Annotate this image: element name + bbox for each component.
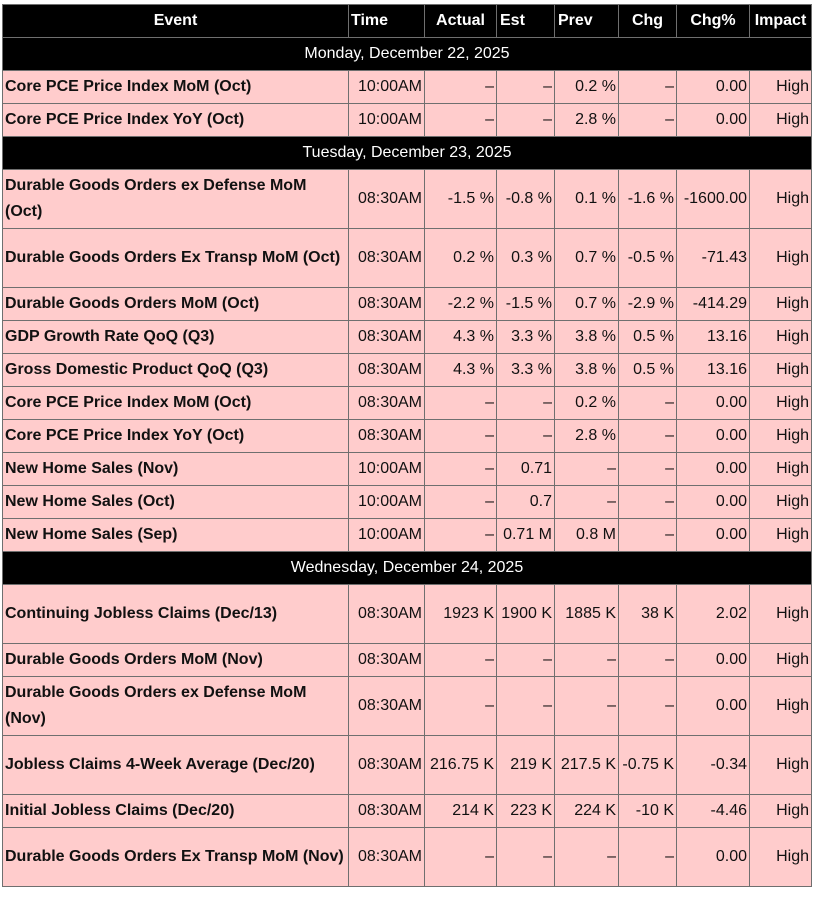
- event-actual: 214 K: [425, 795, 497, 828]
- event-impact: High: [750, 321, 812, 354]
- event-actual: –: [425, 453, 497, 486]
- event-est: –: [497, 387, 555, 420]
- event-name[interactable]: Core PCE Price Index YoY (Oct): [3, 420, 349, 453]
- event-prev: 2.8 %: [555, 104, 619, 137]
- event-chg: -2.9 %: [619, 288, 677, 321]
- event-chg-pct: -4.46: [677, 795, 750, 828]
- event-name[interactable]: Continuing Jobless Claims (Dec/13): [3, 585, 349, 644]
- event-prev: –: [555, 453, 619, 486]
- event-chg: –: [619, 420, 677, 453]
- event-impact: High: [750, 644, 812, 677]
- event-row[interactable]: [3, 585, 812, 644]
- event-name[interactable]: New Home Sales (Sep): [3, 519, 349, 552]
- event-est: –: [497, 104, 555, 137]
- event-chg-pct: 0.00: [677, 677, 750, 736]
- event-row[interactable]: [3, 229, 812, 288]
- event-chg-pct: 0.00: [677, 519, 750, 552]
- event-name[interactable]: New Home Sales (Nov): [3, 453, 349, 486]
- event-impact: High: [750, 795, 812, 828]
- event-prev: 0.1 %: [555, 170, 619, 229]
- event-est: 0.71 M: [497, 519, 555, 552]
- col-header-event[interactable]: Event: [3, 5, 349, 38]
- event-time: 08:30AM: [349, 321, 425, 354]
- event-name[interactable]: Core PCE Price Index MoM (Oct): [3, 387, 349, 420]
- event-chg-pct: 13.16: [677, 354, 750, 387]
- event-est: 3.3 %: [497, 321, 555, 354]
- event-prev: 0.8 M: [555, 519, 619, 552]
- event-est: 3.3 %: [497, 354, 555, 387]
- event-chg: –: [619, 453, 677, 486]
- col-header-prev[interactable]: Prev: [555, 5, 619, 38]
- event-row[interactable]: [3, 321, 812, 354]
- event-row[interactable]: [3, 288, 812, 321]
- event-time: 10:00AM: [349, 71, 425, 104]
- event-actual: 4.3 %: [425, 321, 497, 354]
- event-impact: High: [750, 420, 812, 453]
- event-actual: –: [425, 644, 497, 677]
- event-prev: 3.8 %: [555, 321, 619, 354]
- event-impact: High: [750, 170, 812, 229]
- event-row[interactable]: [3, 104, 812, 137]
- event-actual: –: [425, 486, 497, 519]
- event-name[interactable]: GDP Growth Rate QoQ (Q3): [3, 321, 349, 354]
- event-name[interactable]: Durable Goods Orders MoM (Oct): [3, 288, 349, 321]
- event-actual: 1923 K: [425, 585, 497, 644]
- event-prev: –: [555, 644, 619, 677]
- event-chg: 0.5 %: [619, 354, 677, 387]
- event-est: 0.7: [497, 486, 555, 519]
- event-est: –: [497, 828, 555, 887]
- event-chg: –: [619, 644, 677, 677]
- event-prev: 0.2 %: [555, 387, 619, 420]
- event-actual: -1.5 %: [425, 170, 497, 229]
- event-time: 08:30AM: [349, 644, 425, 677]
- event-chg: –: [619, 519, 677, 552]
- event-row[interactable]: [3, 354, 812, 387]
- event-chg: –: [619, 387, 677, 420]
- event-est: –: [497, 644, 555, 677]
- event-chg-pct: 0.00: [677, 453, 750, 486]
- event-actual: –: [425, 104, 497, 137]
- event-name[interactable]: Initial Jobless Claims (Dec/20): [3, 795, 349, 828]
- event-name[interactable]: Durable Goods Orders Ex Transp MoM (Nov): [3, 828, 349, 887]
- event-actual: 0.2 %: [425, 229, 497, 288]
- event-prev: 1885 K: [555, 585, 619, 644]
- event-impact: High: [750, 736, 812, 795]
- event-impact: High: [750, 453, 812, 486]
- event-actual: -2.2 %: [425, 288, 497, 321]
- event-chg-pct: 0.00: [677, 644, 750, 677]
- event-est: -1.5 %: [497, 288, 555, 321]
- event-row[interactable]: [3, 71, 812, 104]
- event-impact: High: [750, 104, 812, 137]
- event-name[interactable]: Core PCE Price Index MoM (Oct): [3, 71, 349, 104]
- date-group-row: [3, 552, 812, 585]
- event-chg-pct: -0.34: [677, 736, 750, 795]
- date-heading: Tuesday, December 23, 2025: [3, 137, 812, 170]
- event-chg: –: [619, 828, 677, 887]
- event-impact: High: [750, 229, 812, 288]
- event-time: 08:30AM: [349, 828, 425, 887]
- event-prev: –: [555, 486, 619, 519]
- event-impact: High: [750, 677, 812, 736]
- event-actual: –: [425, 677, 497, 736]
- event-time: 10:00AM: [349, 453, 425, 486]
- event-time: 08:30AM: [349, 795, 425, 828]
- date-heading: Wednesday, December 24, 2025: [3, 552, 812, 585]
- event-prev: 3.8 %: [555, 354, 619, 387]
- event-prev: 0.7 %: [555, 229, 619, 288]
- event-est: –: [497, 71, 555, 104]
- event-name[interactable]: Durable Goods Orders ex Defense MoM (Oct): [3, 170, 349, 229]
- event-chg: -1.6 %: [619, 170, 677, 229]
- event-prev: 0.2 %: [555, 71, 619, 104]
- event-chg-pct: 13.16: [677, 321, 750, 354]
- event-prev: –: [555, 828, 619, 887]
- event-chg-pct: 0.00: [677, 387, 750, 420]
- col-header-impact[interactable]: Impact: [750, 5, 812, 38]
- event-chg-pct: 0.00: [677, 486, 750, 519]
- event-time: 08:30AM: [349, 387, 425, 420]
- event-impact: High: [750, 585, 812, 644]
- event-actual: –: [425, 387, 497, 420]
- event-chg-pct: 2.02: [677, 585, 750, 644]
- event-time: 10:00AM: [349, 104, 425, 137]
- event-est: 0.3 %: [497, 229, 555, 288]
- event-row[interactable]: [3, 644, 812, 677]
- event-prev: 0.7 %: [555, 288, 619, 321]
- event-chg-pct: 0.00: [677, 420, 750, 453]
- event-impact: High: [750, 828, 812, 887]
- event-time: 08:30AM: [349, 677, 425, 736]
- event-prev: –: [555, 677, 619, 736]
- date-group-row: [3, 137, 812, 170]
- event-name[interactable]: Jobless Claims 4-Week Average (Dec/20): [3, 736, 349, 795]
- calendar-body: [3, 38, 812, 887]
- event-chg: -0.75 K: [619, 736, 677, 795]
- event-impact: High: [750, 486, 812, 519]
- event-row[interactable]: [3, 387, 812, 420]
- event-row[interactable]: [3, 453, 812, 486]
- event-prev: 2.8 %: [555, 420, 619, 453]
- date-group-row: [3, 38, 812, 71]
- event-name[interactable]: Gross Domestic Product QoQ (Q3): [3, 354, 349, 387]
- event-row[interactable]: [3, 736, 812, 795]
- event-name[interactable]: Core PCE Price Index YoY (Oct): [3, 104, 349, 137]
- event-chg: –: [619, 486, 677, 519]
- event-actual: –: [425, 420, 497, 453]
- event-time: 10:00AM: [349, 519, 425, 552]
- event-row[interactable]: [3, 828, 812, 887]
- event-actual: –: [425, 519, 497, 552]
- event-impact: High: [750, 288, 812, 321]
- event-chg: –: [619, 104, 677, 137]
- event-chg: 38 K: [619, 585, 677, 644]
- event-time: 08:30AM: [349, 170, 425, 229]
- header-row: [3, 5, 812, 38]
- event-est: –: [497, 420, 555, 453]
- col-header-chg[interactable]: Chg: [619, 5, 677, 38]
- event-name[interactable]: Durable Goods Orders MoM (Nov): [3, 644, 349, 677]
- event-actual: 4.3 %: [425, 354, 497, 387]
- event-row[interactable]: [3, 677, 812, 736]
- event-chg: –: [619, 677, 677, 736]
- event-est: -0.8 %: [497, 170, 555, 229]
- event-est: 219 K: [497, 736, 555, 795]
- event-row[interactable]: [3, 486, 812, 519]
- event-row[interactable]: [3, 519, 812, 552]
- event-est: –: [497, 677, 555, 736]
- event-actual: 216.75 K: [425, 736, 497, 795]
- event-time: 08:30AM: [349, 229, 425, 288]
- col-header-time[interactable]: Time: [349, 5, 425, 38]
- event-actual: –: [425, 71, 497, 104]
- event-time: 08:30AM: [349, 585, 425, 644]
- event-est: 0.71: [497, 453, 555, 486]
- col-header-chg-pct[interactable]: Chg%: [677, 5, 750, 38]
- event-prev: 224 K: [555, 795, 619, 828]
- col-header-est[interactable]: Est: [497, 5, 555, 38]
- event-time: 10:00AM: [349, 486, 425, 519]
- event-chg-pct: 0.00: [677, 71, 750, 104]
- event-chg-pct: -1600.00: [677, 170, 750, 229]
- event-chg: -0.5 %: [619, 229, 677, 288]
- event-name[interactable]: Durable Goods Orders Ex Transp MoM (Oct): [3, 229, 349, 288]
- event-row[interactable]: [3, 170, 812, 229]
- event-row[interactable]: [3, 795, 812, 828]
- event-chg: –: [619, 71, 677, 104]
- event-name[interactable]: New Home Sales (Oct): [3, 486, 349, 519]
- event-chg-pct: -414.29: [677, 288, 750, 321]
- event-time: 08:30AM: [349, 288, 425, 321]
- event-impact: High: [750, 71, 812, 104]
- event-chg-pct: -71.43: [677, 229, 750, 288]
- event-est: 1900 K: [497, 585, 555, 644]
- event-prev: 217.5 K: [555, 736, 619, 795]
- event-chg-pct: 0.00: [677, 104, 750, 137]
- event-time: 08:30AM: [349, 736, 425, 795]
- event-impact: High: [750, 519, 812, 552]
- event-impact: High: [750, 354, 812, 387]
- event-name[interactable]: Durable Goods Orders ex Defense MoM (Nov): [3, 677, 349, 736]
- event-chg: 0.5 %: [619, 321, 677, 354]
- economic-calendar-table: [2, 4, 812, 887]
- col-header-actual[interactable]: Actual: [425, 5, 497, 38]
- date-heading: Monday, December 22, 2025: [3, 38, 812, 71]
- event-chg-pct: 0.00: [677, 828, 750, 887]
- event-chg: -10 K: [619, 795, 677, 828]
- event-est: 223 K: [497, 795, 555, 828]
- event-row[interactable]: [3, 420, 812, 453]
- event-time: 08:30AM: [349, 420, 425, 453]
- event-time: 08:30AM: [349, 354, 425, 387]
- event-impact: High: [750, 387, 812, 420]
- event-actual: –: [425, 828, 497, 887]
